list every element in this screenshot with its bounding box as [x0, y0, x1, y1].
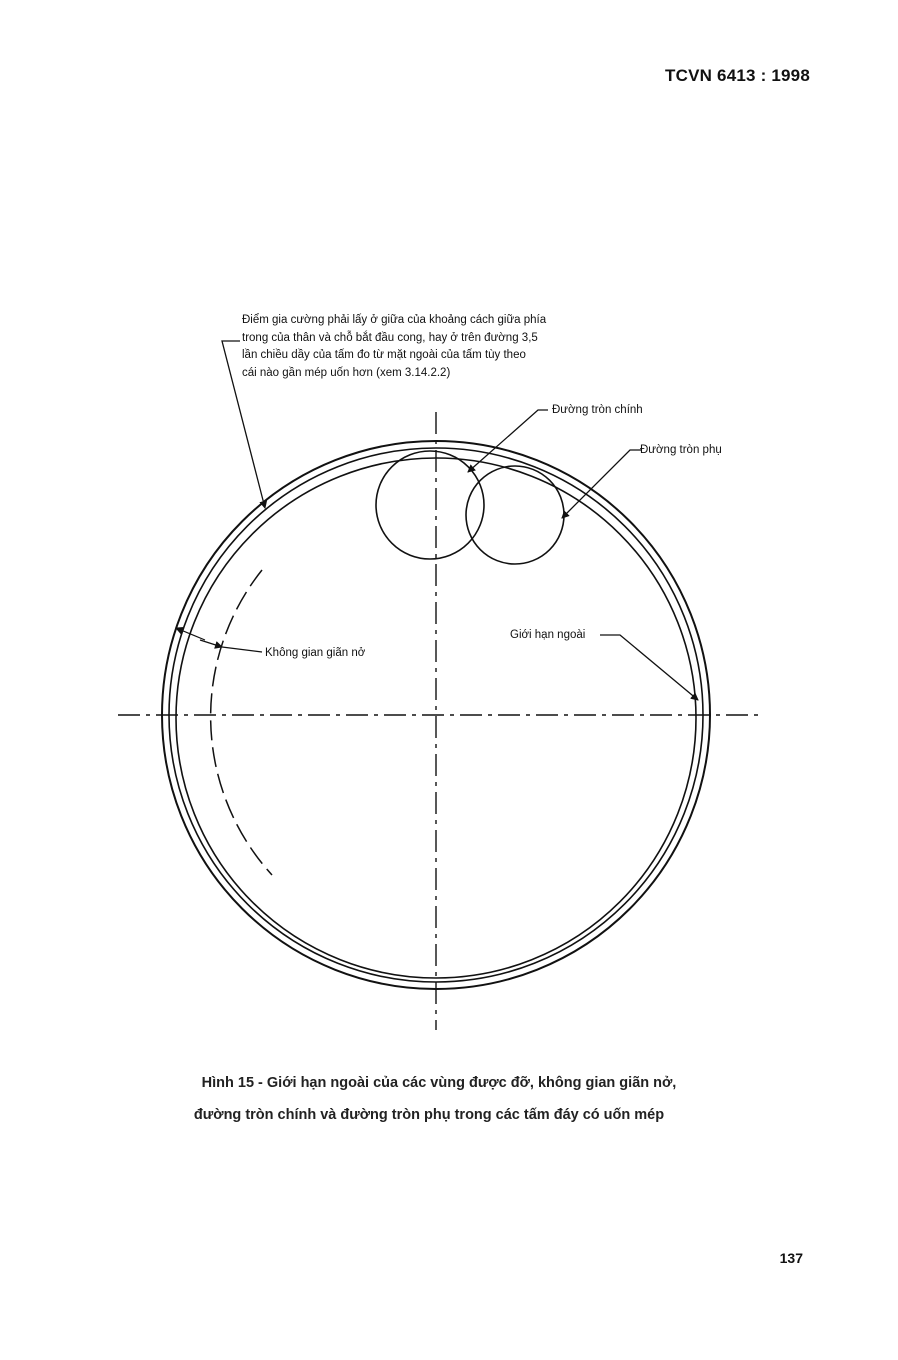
standard-code-header: TCVN 6413 : 1998	[665, 66, 810, 85]
note-line-2: trong của thân và chỗ bắt đầu cong, hay ở trên đường 3,5	[242, 332, 538, 344]
figure-caption-line-1: Hình 15 - Giới hạn ngoài của các vùng được đỡ, không gian giãn nở,	[201, 1075, 677, 1091]
page-number: 137	[779, 1250, 803, 1266]
note-line-4: cái nào gần mép uốn hơn (xem 3.14.2.2)	[242, 367, 451, 379]
main-circle-leader	[468, 410, 548, 472]
expansion-space-leader	[222, 647, 262, 652]
secondary-circle-label: Đường tròn phụ	[640, 444, 722, 456]
note-line-3: lần chiều dầy của tấm đo từ mặt ngoài của tấm tùy theo	[242, 349, 526, 361]
figure-caption-line-2: đường tròn chính và đường tròn phụ trong các tấm đáy có uốn mép	[193, 1107, 665, 1123]
note-line-1: Điểm gia cường phải lấy ở giữa của khoảng cách giữa phía	[242, 314, 547, 326]
outer-limit-label: Giới hạn ngoài	[510, 629, 586, 641]
secondary-circle-leader	[562, 450, 642, 518]
expansion-space-arc	[211, 570, 272, 875]
expansion-space-arrow-right	[200, 640, 222, 647]
main-circle-label: Đường tròn chính	[552, 404, 643, 416]
expansion-space-label: Không gian giãn nở	[265, 647, 366, 659]
secondary-circle	[466, 466, 564, 564]
outer-limit-leader	[600, 635, 698, 700]
